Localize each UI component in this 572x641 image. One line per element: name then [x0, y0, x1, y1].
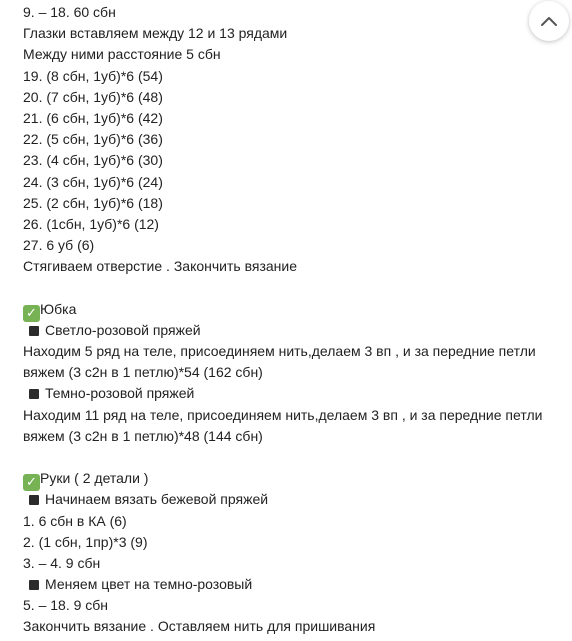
line-text: 1. 6 сбн в КА (6): [23, 512, 127, 529]
text-line: [23, 44, 568, 65]
line-text: 3. – 4. 9 сбн: [23, 554, 101, 571]
text-line: [23, 23, 568, 44]
black-square-icon: [29, 389, 39, 399]
line-text: 23. (4 сбн, 1уб)*6 (30): [23, 152, 163, 169]
text-line: [23, 87, 568, 108]
yarn-note: [23, 489, 568, 510]
text-line: [23, 341, 568, 362]
line-text: Темно-розовой пряжей: [45, 385, 195, 402]
text-line: [23, 214, 568, 235]
text-line: [23, 150, 568, 171]
section-heading: [23, 468, 568, 489]
blank-line: [23, 277, 568, 298]
text-line: [23, 256, 568, 277]
text-line: [23, 108, 568, 129]
line-text: вяжем (3 с2н в 1 петлю)*54 (162 сбн): [23, 364, 263, 381]
black-square-icon: [29, 495, 39, 505]
yarn-note: [23, 574, 568, 595]
line-text: 21. (6 сбн, 1уб)*6 (42): [23, 109, 163, 126]
line-text: 25. (2 сбн, 1уб)*6 (18): [23, 194, 163, 211]
yarn-note: [23, 383, 568, 404]
line-text: 26. (1сбн, 1уб)*6 (12): [23, 215, 159, 232]
text-line: [23, 553, 568, 574]
line-text: 9. – 18. 60 сбн: [23, 4, 116, 20]
text-line: [23, 595, 568, 616]
line-text: Юбка: [40, 300, 77, 317]
line-text: 2. (1 сбн, 1пр)*3 (9): [23, 533, 148, 550]
black-square-icon: [29, 580, 39, 590]
scroll-up-button[interactable]: [529, 1, 569, 41]
yarn-note: [23, 320, 568, 341]
line-text: 24. (3 сбн, 1уб)*6 (24): [23, 173, 163, 190]
line-text: Находим 11 ряд на теле, присоединяем нить,делаем 3 вп , и за передние петли: [23, 406, 543, 423]
line-text: 19. (8 сбн, 1уб)*6 (54): [23, 67, 163, 84]
check-mark-icon: ✓: [23, 305, 40, 322]
line-text: Меняем цвет на темно-розовый: [45, 576, 253, 593]
text-line: [23, 129, 568, 150]
line-text: Находим 5 ряд на теле, присоединяем нить,делаем 3 вп , и за передние петли: [23, 343, 536, 359]
line-text: вяжем (3 с2н в 1 петлю)*48 (144 сбн): [23, 427, 263, 444]
line-text: Глазки вставляем между 12 и 13 рядами: [23, 25, 288, 42]
text-line: [23, 66, 568, 87]
text-line: [23, 616, 568, 637]
text-line: [23, 405, 568, 426]
black-square-icon: [29, 326, 39, 336]
line-text: Руки ( 2 детали ): [40, 470, 149, 487]
line-text: Между ними расстояние 5 сбн: [23, 46, 221, 63]
text-line: [23, 193, 568, 214]
text-line: [23, 426, 568, 447]
line-text: 22. (5 сбн, 1уб)*6 (36): [23, 131, 163, 148]
line-text: Закончить вязание . Оставляем нить для пришивания: [23, 618, 376, 635]
text-line: [23, 532, 568, 553]
line-text: Стягиваем отверстие . Закончить вязание: [23, 258, 297, 275]
line-text: 27. 6 уб (6): [23, 237, 95, 254]
text-line: [23, 235, 568, 256]
section-heading: [23, 299, 568, 320]
line-text: 5. – 18. 9 сбн: [23, 597, 109, 614]
text-line: [23, 172, 568, 193]
line-text: 20. (7 сбн, 1уб)*6 (48): [23, 88, 163, 105]
line-text: Начинаем вязать бежевой пряжей: [45, 491, 269, 508]
article-text: [23, 2, 568, 638]
blank-line: [23, 447, 568, 468]
text-line: [23, 2, 568, 23]
text-line: [23, 362, 568, 383]
check-mark-icon: ✓: [23, 474, 40, 491]
chevron-up-icon: [540, 15, 558, 27]
text-line: [23, 511, 568, 532]
line-text: Светло-розовой пряжей: [45, 321, 201, 338]
